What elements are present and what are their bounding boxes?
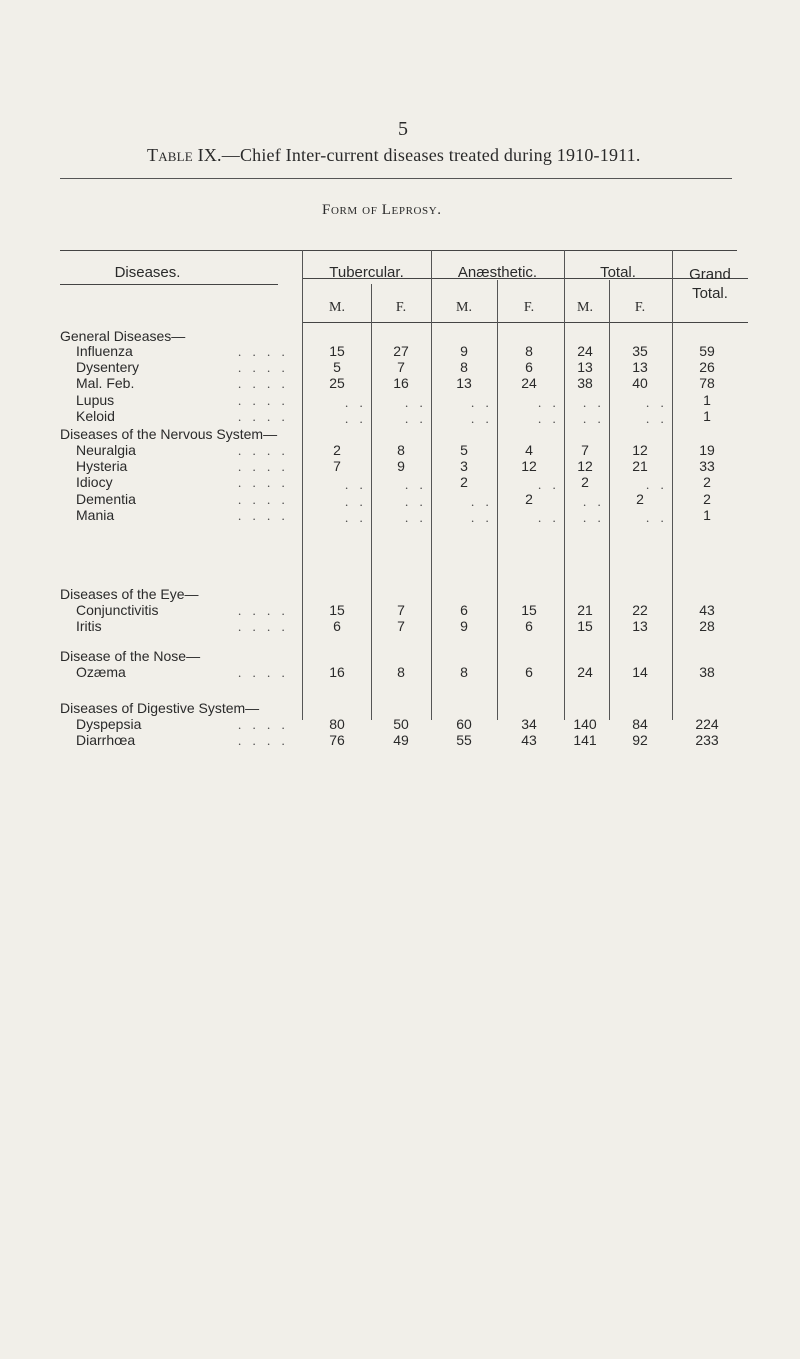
leader-dots: . . . . xyxy=(238,344,289,359)
row-label: Dyspepsia xyxy=(76,716,142,732)
table-cell: 43 xyxy=(521,732,537,749)
page-number: 5 xyxy=(398,118,408,140)
table-cell: 4 xyxy=(525,442,533,458)
header-grand-total xyxy=(672,265,748,303)
table-cell: 8 xyxy=(460,664,468,680)
table-cell: 224 xyxy=(695,716,719,732)
section-title: Diseases of Digestive System— xyxy=(60,700,260,716)
empty-cell-dots: . . xyxy=(345,493,367,509)
table-cell: 13 xyxy=(632,359,648,376)
row-label: Ozæma xyxy=(76,664,126,680)
table-cell: 15 xyxy=(329,602,345,618)
leader-dots: . . . . xyxy=(238,717,289,732)
table-cell: 1 xyxy=(703,407,711,424)
table-cell: 21 xyxy=(577,602,593,618)
table-cell: 24 xyxy=(521,375,537,392)
row-label: Conjunctivitis xyxy=(76,602,159,618)
header-anaesthetic: Anæsthetic. xyxy=(457,264,538,281)
table-cell: 233 xyxy=(695,732,719,749)
subheader-anaesthetic-f: F. xyxy=(523,300,535,315)
empty-cell-dots: . . xyxy=(538,477,560,493)
empty-cell-dots: . . xyxy=(345,477,367,493)
empty-cell-dots: . . xyxy=(583,493,605,509)
table-cell: 38 xyxy=(699,664,715,680)
empty-cell-dots: . . xyxy=(405,394,427,410)
empty-cell-dots: . . xyxy=(646,410,668,426)
table-cell: 8 xyxy=(397,442,405,458)
table-title-label: Table IX. xyxy=(147,145,222,165)
subheader-tubercular-m: M. xyxy=(329,300,345,315)
table-cell: 12 xyxy=(632,442,648,458)
row-label: Diarrhœa xyxy=(76,732,136,749)
row-label: Iritis xyxy=(76,618,102,635)
table-cell: 7 xyxy=(333,458,341,475)
table-cell: 2 xyxy=(636,490,644,507)
col-rule-tubercular xyxy=(431,250,432,720)
table-cell: 60 xyxy=(456,716,472,732)
leader-dots: . . . . xyxy=(238,443,289,458)
header-grand-total-line1: Grand xyxy=(689,266,731,283)
table-cell: 141 xyxy=(573,732,597,749)
subheader-anaesthetic-m: M. xyxy=(456,300,472,315)
empty-cell-dots: . . xyxy=(538,509,560,525)
leader-dots: . . . . xyxy=(238,392,289,408)
empty-cell-dots: . . xyxy=(646,509,668,525)
section-title: Diseases of the Eye— xyxy=(60,586,199,602)
table-cell: 3 xyxy=(460,458,468,475)
leader-dots: . . . . xyxy=(238,360,289,376)
empty-cell-dots: . . xyxy=(345,410,367,426)
subheader-total-m: M. xyxy=(577,300,593,315)
table-cell: 8 xyxy=(525,343,533,359)
header-diseases: Diseases. xyxy=(114,264,181,281)
row-label: Idiocy xyxy=(76,474,113,491)
section-title: Diseases of the Nervous System— xyxy=(60,426,278,442)
table-cell: 80 xyxy=(329,716,345,732)
empty-cell-dots: . . xyxy=(583,394,605,410)
empty-cell-dots: . . xyxy=(345,394,367,410)
table-cell: 12 xyxy=(521,458,537,475)
empty-cell-dots: . . xyxy=(583,509,605,525)
table-cell: 92 xyxy=(632,732,648,749)
row-label: Influenza xyxy=(76,343,133,359)
section-title: General Diseases— xyxy=(60,328,186,344)
table-cell: 6 xyxy=(460,602,468,618)
table-cell: 13 xyxy=(577,359,593,376)
table-cell: 26 xyxy=(699,359,715,376)
table-cell: 7 xyxy=(397,618,405,635)
table-cell: 1 xyxy=(703,391,711,408)
table-cell: 40 xyxy=(632,375,648,392)
table-cell: 78 xyxy=(699,375,715,392)
form-title: Form of Leprosy. xyxy=(322,202,442,218)
leader-dots: . . . . xyxy=(238,376,289,392)
row-label: Dysentery xyxy=(76,359,140,376)
table-cell: 6 xyxy=(525,618,533,635)
header-tubercular: Tubercular. xyxy=(329,264,404,281)
table-cell: 13 xyxy=(632,618,648,635)
table-cell: 15 xyxy=(521,602,537,618)
leader-dots: . . . . xyxy=(238,408,289,424)
table-cell: 43 xyxy=(699,602,715,618)
table-cell: 33 xyxy=(699,458,715,475)
table-cell: 22 xyxy=(632,602,648,618)
table-cell: 2 xyxy=(703,474,711,491)
empty-cell-dots: . . xyxy=(405,509,427,525)
row-label: Mania xyxy=(76,506,115,523)
empty-cell-dots: . . xyxy=(538,410,560,426)
table-cell: 15 xyxy=(329,343,345,359)
table-cell: 6 xyxy=(525,359,533,376)
leader-dots: . . . . xyxy=(238,491,289,507)
empty-cell-dots: . . xyxy=(471,394,493,410)
table-cell: 21 xyxy=(632,458,648,475)
table-cell: 7 xyxy=(397,359,405,376)
subheader-tubercular-f: F. xyxy=(395,300,407,315)
table-cell: 35 xyxy=(632,343,648,359)
table-cell: 140 xyxy=(573,716,597,732)
table-cell: 28 xyxy=(699,618,715,635)
table-cell: 2 xyxy=(333,442,341,458)
leader-dots: . . . . xyxy=(238,459,289,475)
table-cell: 13 xyxy=(456,375,472,392)
table-cell: 34 xyxy=(521,716,537,732)
leader-dots: . . . . xyxy=(238,619,289,635)
table-cell: 9 xyxy=(397,458,405,475)
header-rule-left xyxy=(60,284,278,285)
empty-cell-dots: . . xyxy=(646,394,668,410)
empty-cell-dots: . . xyxy=(405,410,427,426)
table-cell: 1 xyxy=(703,506,711,523)
row-label: Hysteria xyxy=(76,458,128,475)
table-cell: 49 xyxy=(393,732,409,749)
table-cell: 12 xyxy=(577,458,593,475)
table-title-text: Chief Inter-current diseases treated during 1910-1911. xyxy=(239,145,641,165)
row-label: Lupus xyxy=(76,391,115,408)
table-title-dash: — xyxy=(221,145,240,165)
table-cell: 8 xyxy=(460,359,468,376)
table-cell: 7 xyxy=(397,602,405,618)
table-cell: 55 xyxy=(456,732,472,749)
empty-cell-dots: . . xyxy=(471,493,493,509)
empty-cell-dots: . . xyxy=(538,394,560,410)
table-cell: 14 xyxy=(632,664,648,680)
table-cell: 2 xyxy=(703,490,711,507)
empty-cell-dots: . . xyxy=(471,410,493,426)
table-cell: 9 xyxy=(460,343,468,359)
table-cell: 9 xyxy=(460,618,468,635)
col-rule-total xyxy=(672,250,673,720)
table-cell: 50 xyxy=(393,716,409,732)
leader-dots: . . . . xyxy=(238,507,289,523)
row-label: Dementia xyxy=(76,490,136,507)
empty-cell-dots: . . xyxy=(583,410,605,426)
table-cell: 15 xyxy=(577,618,593,635)
table-cell: 5 xyxy=(460,442,468,458)
table-cell: 7 xyxy=(581,442,589,458)
col-rule-tub-f xyxy=(371,284,372,720)
empty-cell-dots: . . xyxy=(471,509,493,525)
table-cell: 24 xyxy=(577,664,593,680)
table-cell: 2 xyxy=(581,474,589,491)
empty-cell-dots: . . xyxy=(405,477,427,493)
leader-dots: . . . . xyxy=(238,733,289,749)
table-cell: 5 xyxy=(333,359,341,376)
empty-cell-dots: . . xyxy=(646,477,668,493)
table-cell: 8 xyxy=(397,664,405,680)
table-cell: 6 xyxy=(525,664,533,680)
table-top-rule xyxy=(60,250,737,251)
leader-dots: . . . . xyxy=(238,665,289,680)
table-cell: 2 xyxy=(525,490,533,507)
table-cell: 16 xyxy=(393,375,409,392)
table-cell: 59 xyxy=(699,343,715,359)
table-cell: 25 xyxy=(329,375,345,392)
table-cell: 76 xyxy=(329,732,345,749)
col-rule-diseases xyxy=(302,250,303,720)
leader-dots: . . . . xyxy=(238,603,289,618)
table-cell: 27 xyxy=(393,343,409,359)
subheader-total-f: F. xyxy=(634,300,646,315)
table-cell: 24 xyxy=(577,343,593,359)
leader-dots: . . . . xyxy=(238,475,289,491)
table-cell: 6 xyxy=(333,618,341,635)
col-rule-an-f xyxy=(497,280,498,720)
table-cell: 16 xyxy=(329,664,345,680)
header-total: Total. xyxy=(600,264,636,281)
section-title: Disease of the Nose— xyxy=(60,648,201,664)
table-cell: 19 xyxy=(699,442,715,458)
table-cell: 2 xyxy=(460,474,468,491)
table-cell: 38 xyxy=(577,375,593,392)
row-label: Neuralgia xyxy=(76,442,136,458)
header-grand-total-line2: Total. xyxy=(692,285,728,302)
row-label: Keloid xyxy=(76,407,115,424)
table-cell: 84 xyxy=(632,716,648,732)
empty-cell-dots: . . xyxy=(345,509,367,525)
row-label: Mal. Feb. xyxy=(76,375,135,392)
header-bottom-rule xyxy=(302,322,748,323)
empty-cell-dots: . . xyxy=(405,493,427,509)
